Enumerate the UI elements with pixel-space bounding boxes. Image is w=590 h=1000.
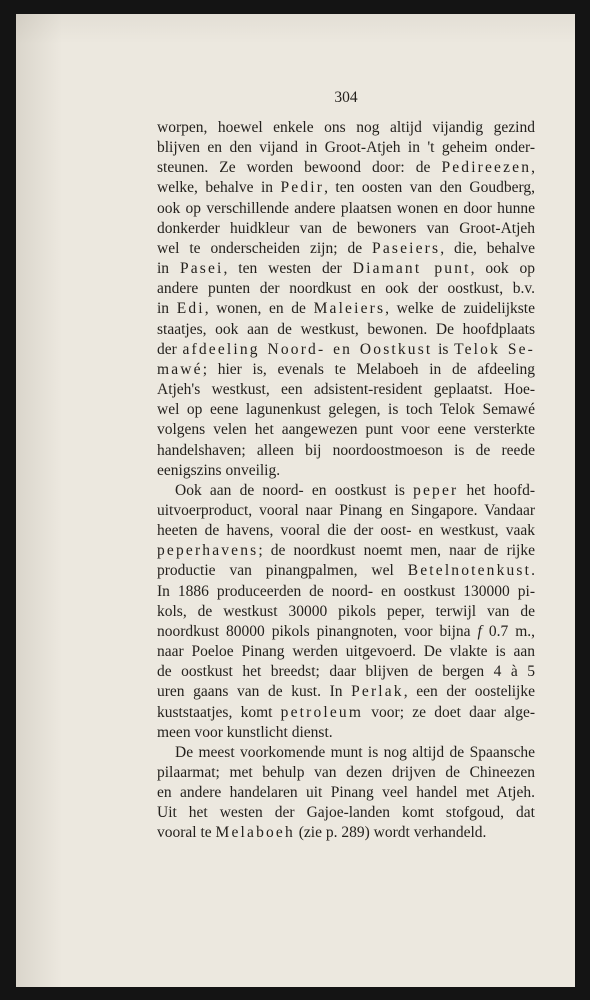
text-segment: Uit het westen der Gajoe-landen komt stofgoud, dat <box>157 804 535 822</box>
text-line <box>157 803 535 823</box>
text-segment: en andere handelaren uit Pinang veel handel met Atjeh. <box>157 784 535 802</box>
text-segment: wel op eene lagunenkust gelegen, is toch Telok Semawé <box>157 401 535 419</box>
text-line <box>157 521 535 541</box>
text-segment: . <box>531 562 535 580</box>
text-segment: uren gaans van de kust. In <box>157 683 352 701</box>
text-line <box>157 158 535 178</box>
spaced-text: Pedir <box>280 179 325 197</box>
text-segment: welke, behalve in <box>157 179 281 197</box>
text-line <box>157 783 535 803</box>
text-segment: in <box>157 300 177 318</box>
text-line <box>157 743 535 763</box>
text-segment: Atjeh's westkust, een adsistent-resident geplaatst. Hoe- <box>157 381 535 399</box>
florin-sign: f <box>477 622 482 640</box>
spaced-text: Paseiers <box>372 239 441 257</box>
text-segment: der <box>157 340 183 358</box>
spaced-text: Melaboeh <box>215 824 295 842</box>
text-line <box>157 541 535 561</box>
text-segment: 0.7 m., <box>481 622 535 640</box>
spaced-text: peper <box>413 481 459 499</box>
page-number: 304 <box>334 89 358 106</box>
text-segment: , ook op <box>470 260 535 278</box>
text-segment: pilaarmat; met behulp van dezen drijven de Chineezen <box>157 764 535 781</box>
text-line <box>157 118 535 138</box>
text-segment: uitvoerproduct, vooral naar Pinang en Singapore. Vandaar <box>157 501 535 519</box>
paragraph <box>157 743 535 844</box>
paragraph <box>157 118 535 481</box>
spaced-text: Telok Se- <box>454 340 536 358</box>
text-segment: heeten de havens, vooral die der oost- en westkust, vaak <box>157 522 535 540</box>
text-segment: Ook aan de noord- en oostkust is <box>175 481 414 499</box>
text-segment: worpen, hoewel enkele ons nog altijd vijandig gezind <box>157 119 535 136</box>
text-line <box>157 178 535 198</box>
text-segment: eenigszins onveilig. <box>157 461 281 479</box>
text-segment: blijven en den vijand in Groot-Atjeh in 't geheim onder- <box>157 139 535 157</box>
text-segment: handelshaven; alleen bij noordoostmoeson is de reede <box>157 441 535 459</box>
text-line <box>157 561 535 581</box>
text-line <box>157 682 535 702</box>
body-text <box>157 118 535 844</box>
text-segment: , welke de zuidelijkste <box>385 300 535 318</box>
text-segment: , wonen, en de <box>204 300 314 318</box>
text-line <box>157 723 535 743</box>
text-line <box>157 299 535 319</box>
text-segment: , ten oosten van den Goudberg, <box>324 179 535 197</box>
spaced-text: peperhavens <box>157 542 259 560</box>
spaced-text: Perlak <box>351 683 404 701</box>
text-line <box>157 219 535 239</box>
text-line <box>157 199 535 219</box>
text-segment: , die, behalve <box>440 239 535 257</box>
text-line <box>157 461 535 481</box>
text-segment: (zie p. 289) wordt verhandeld. <box>294 824 487 842</box>
spaced-text: Maleiers <box>313 300 386 318</box>
text-line <box>157 320 535 340</box>
text-segment: het hoofd- <box>458 481 535 499</box>
spaced-text: petroleum <box>280 703 364 721</box>
text-segment: in <box>157 260 180 278</box>
text-segment: meen voor kunstlicht dienst. <box>157 723 333 741</box>
spaced-text: Pedireezen <box>441 159 532 177</box>
text-segment: kols, de westkust 30000 pikols peper, terwijl van de <box>157 602 535 620</box>
text-line <box>157 642 535 662</box>
text-line <box>157 138 535 158</box>
text-segment: donkerder huidkleur van de bewoners van Groot-Atjeh <box>157 219 535 237</box>
spaced-text: Edi <box>176 300 205 318</box>
text-line <box>157 380 535 400</box>
text-line <box>157 279 535 299</box>
text-segment: naar Poeloe Pinang werden uitgevoerd. De vlakte is aan <box>157 643 535 661</box>
paragraph <box>157 481 535 743</box>
text-segment: ; hier is, evenals te Melaboeh in de afdeeling <box>202 360 535 378</box>
spaced-text: Diamant punt <box>352 260 471 278</box>
text-line <box>157 582 535 602</box>
text-segment: wel te onderscheiden zijn; de <box>157 239 373 257</box>
text-segment: volgens velen het aangewezen punt voor eene versterkte <box>157 421 535 439</box>
text-segment: steunen. Ze worden bewoond door: de <box>157 159 442 177</box>
text-line <box>157 703 535 723</box>
text-line <box>157 400 535 420</box>
text-line <box>157 662 535 682</box>
text-segment: staatjes, ook aan de westkust, bewonen. De hoofdplaats <box>157 320 535 338</box>
text-segment: de oostkust het breedst; daar blijven de bergen 4 à 5 <box>157 663 535 681</box>
text-segment: productie van pinangpalmen, wel <box>157 562 408 580</box>
text-line <box>157 823 535 843</box>
text-segment: ; de noordkust noemt men, naar de rijke <box>258 542 535 560</box>
text-segment: is <box>432 340 455 358</box>
text-line <box>157 259 535 279</box>
text-line <box>157 239 535 259</box>
text-segment: noordkust 80000 pikols pinangnoten, voor bijna <box>157 622 478 640</box>
text-line <box>157 340 535 360</box>
spaced-text: afdeeling Noord- en Oostkust <box>182 340 433 358</box>
text-line <box>157 501 535 521</box>
text-segment: , <box>531 159 535 177</box>
text-segment: , ten westen der <box>223 260 353 278</box>
text-segment: ook op verschillende andere plaatsen wonen en door hunne <box>157 199 535 217</box>
text-segment: , een der oostelijke <box>403 683 535 701</box>
spaced-text: Betelnotenkust <box>407 562 532 580</box>
text-segment: andere punten der noordkust en ook der oostkust, b.v. <box>157 280 535 298</box>
text-segment: vooral te <box>157 824 216 842</box>
text-segment: kuststaatjes, komt <box>157 703 281 721</box>
text-line <box>157 622 535 642</box>
text-segment: De meest voorkomende munt is nog altijd de Spaansche <box>175 743 535 761</box>
spaced-text: mawé <box>157 360 203 378</box>
text-line <box>157 763 535 783</box>
text-segment: In 1886 produceerden de noord- en oostkust 130000 pi- <box>157 582 535 600</box>
text-segment: voor; ze doet daar alge- <box>363 703 536 721</box>
text-line <box>157 441 535 461</box>
text-line <box>157 420 535 440</box>
text-line <box>157 360 535 380</box>
text-line <box>157 481 535 501</box>
spaced-text: Pasei <box>179 260 224 278</box>
text-line <box>157 602 535 622</box>
